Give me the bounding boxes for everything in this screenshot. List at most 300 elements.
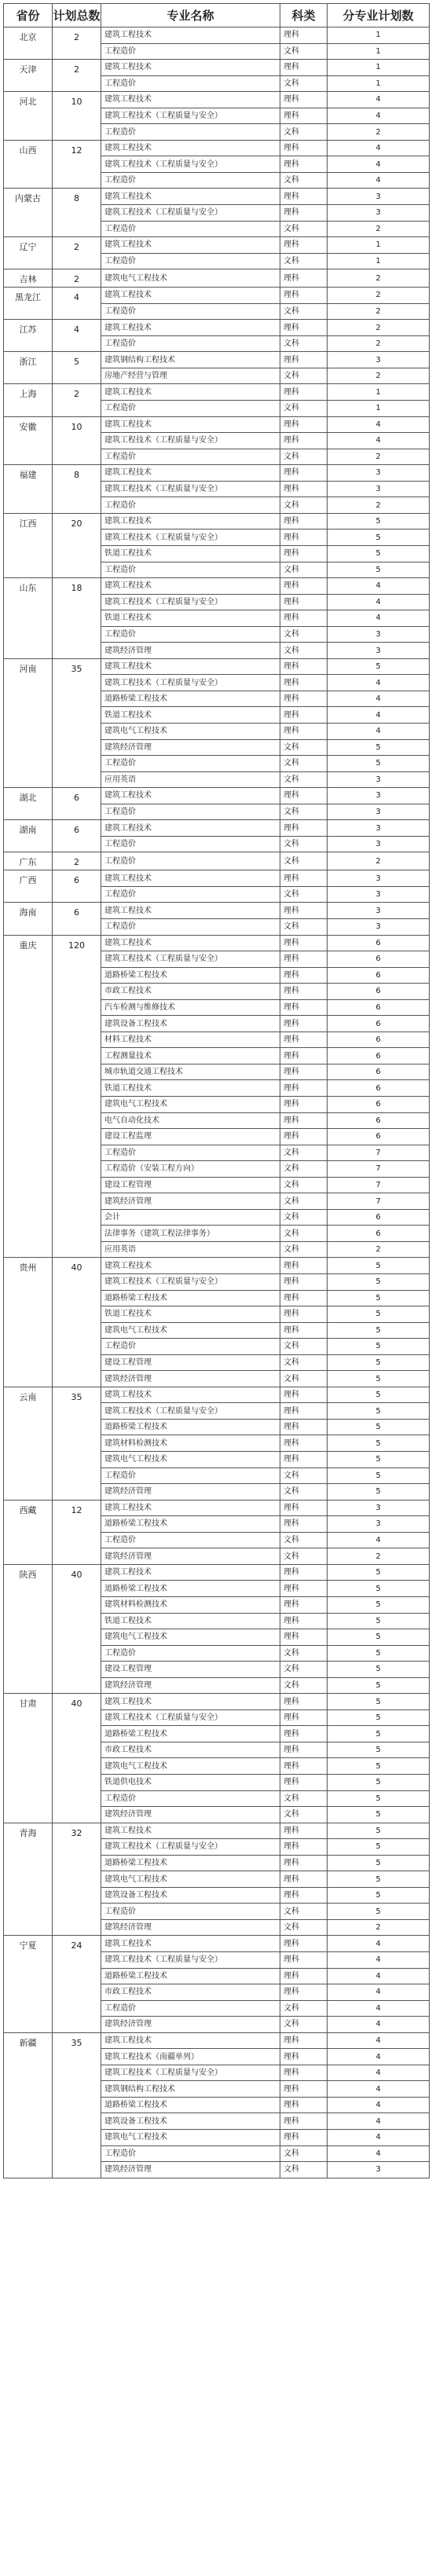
- major-name-cell: 建筑经济管理: [101, 1548, 280, 1565]
- major-plan-count-cell: 6: [328, 1064, 430, 1080]
- category-cell: 理科: [280, 1742, 328, 1758]
- major-plan-count-cell: 4: [328, 2065, 430, 2081]
- major-name-cell: 建筑经济管理: [101, 1807, 280, 1823]
- plan-total-cell: 35: [53, 2032, 101, 2178]
- plan-total-cell: 2: [53, 60, 101, 92]
- header-province: 省份: [4, 4, 53, 27]
- category-cell: 理科: [280, 2032, 328, 2049]
- major-name-cell: 建筑工程技术: [101, 870, 280, 887]
- category-cell: 理科: [280, 1596, 328, 1613]
- major-plan-count-cell: 5: [328, 1484, 430, 1501]
- major-name-cell: 法律事务（建筑工程法律事务）: [101, 1226, 280, 1242]
- province-cell: 海南: [4, 903, 53, 935]
- major-plan-count-cell: 2: [328, 1241, 430, 1258]
- major-name-cell: 建筑工程技术: [101, 92, 280, 108]
- major-name-cell: 工程造价: [101, 1468, 280, 1484]
- major-plan-count-cell: 7: [328, 1177, 430, 1193]
- table-row: [4, 1823, 430, 1839]
- plan-total-cell: 6: [53, 820, 101, 852]
- major-plan-count-cell: 5: [328, 1564, 430, 1581]
- category-cell: 文科: [280, 2162, 328, 2178]
- category-cell: 文科: [280, 1241, 328, 1258]
- category-cell: 文科: [280, 1468, 328, 1484]
- category-cell: 理科: [280, 951, 328, 968]
- table-row: [4, 1258, 430, 1274]
- major-plan-count-cell: 2: [328, 368, 430, 384]
- major-name-cell: 电气自动化技术: [101, 1112, 280, 1129]
- major-plan-count-cell: 2: [328, 221, 430, 237]
- category-cell: 文科: [280, 75, 328, 92]
- major-plan-count-cell: 1: [328, 401, 430, 417]
- table-row: [4, 578, 430, 595]
- major-name-cell: 建筑工程技术: [101, 288, 280, 304]
- category-cell: 理科: [280, 1452, 328, 1468]
- major-plan-count-cell: 3: [328, 1500, 430, 1516]
- major-name-cell: 城市轨道交通工程技术: [101, 1064, 280, 1080]
- major-name-cell: 建筑工程技术: [101, 578, 280, 595]
- major-name-cell: 应用英语: [101, 771, 280, 788]
- major-plan-count-cell: 4: [328, 610, 430, 627]
- major-plan-count-cell: 3: [328, 352, 430, 368]
- category-cell: 理科: [280, 60, 328, 76]
- table-row: [4, 189, 430, 205]
- category-cell: 理科: [280, 1839, 328, 1856]
- table-row: [4, 416, 430, 433]
- major-name-cell: 建筑工程技术（工程质量与安全）: [101, 433, 280, 449]
- table-row: [4, 870, 430, 887]
- plan-total-cell: 40: [53, 1258, 101, 1387]
- major-name-cell: 工程造价: [101, 221, 280, 237]
- major-plan-count-cell: 1: [328, 60, 430, 76]
- province-cell: 甘肃: [4, 1694, 53, 1823]
- major-plan-count-cell: 7: [328, 1145, 430, 1161]
- category-cell: 理科: [280, 352, 328, 368]
- province-cell: 辽宁: [4, 237, 53, 269]
- major-plan-count-cell: 5: [328, 545, 430, 562]
- major-name-cell: 建设工程管理: [101, 1354, 280, 1371]
- major-name-cell: 建筑经济管理: [101, 1919, 280, 1936]
- major-name-cell: 建筑经济管理: [101, 1371, 280, 1387]
- major-plan-count-cell: 5: [328, 1887, 430, 1904]
- major-name-cell: 建筑工程技术: [101, 935, 280, 951]
- category-cell: 文科: [280, 1177, 328, 1193]
- major-name-cell: 建筑工程技术（工程质量与安全）: [101, 1839, 280, 1856]
- plan-total-cell: 6: [53, 903, 101, 935]
- category-cell: 文科: [280, 1354, 328, 1371]
- category-cell: 文科: [280, 756, 328, 772]
- major-plan-count-cell: 5: [328, 1790, 430, 1807]
- category-cell: 理科: [280, 578, 328, 595]
- province-cell: 西藏: [4, 1500, 53, 1564]
- category-cell: 理科: [280, 1435, 328, 1452]
- major-name-cell: 材料工程技术: [101, 1031, 280, 1048]
- major-plan-count-cell: 5: [328, 1742, 430, 1758]
- major-plan-count-cell: 4: [328, 2032, 430, 2049]
- major-plan-count-cell: 5: [328, 1387, 430, 1403]
- major-plan-count-cell: 5: [328, 1677, 430, 1694]
- category-cell: 理科: [280, 288, 328, 304]
- category-cell: 文科: [280, 1484, 328, 1501]
- table-row: [4, 935, 430, 951]
- table-row: [4, 320, 430, 336]
- category-cell: 理科: [280, 1581, 328, 1597]
- major-plan-count-cell: 2: [328, 303, 430, 320]
- major-name-cell: 建设工程管理: [101, 1662, 280, 1678]
- table-body: [4, 27, 430, 2178]
- major-plan-count-cell: 5: [328, 529, 430, 546]
- major-plan-count-cell: 1: [328, 27, 430, 44]
- category-cell: 文科: [280, 449, 328, 465]
- major-plan-count-cell: 5: [328, 1258, 430, 1274]
- enrollment-plan-table: [3, 3, 430, 2178]
- category-cell: 文科: [280, 643, 328, 659]
- major-name-cell: 道路桥梁工程技术: [101, 1290, 280, 1306]
- major-plan-count-cell: 5: [328, 1596, 430, 1613]
- table-row: [4, 60, 430, 76]
- category-cell: 理科: [280, 1629, 328, 1646]
- category-cell: 理科: [280, 967, 328, 984]
- category-cell: 文科: [280, 1677, 328, 1694]
- header-major-name: 专业名称: [101, 4, 280, 27]
- plan-total-cell: 32: [53, 1823, 101, 1936]
- major-plan-count-cell: 4: [328, 1532, 430, 1548]
- major-plan-count-cell: 3: [328, 836, 430, 852]
- plan-total-cell: 4: [53, 288, 101, 320]
- major-name-cell: 建筑经济管理: [101, 1193, 280, 1210]
- category-cell: 文科: [280, 172, 328, 189]
- major-plan-count-cell: 6: [328, 1097, 430, 1113]
- major-name-cell: 工程造价: [101, 804, 280, 820]
- major-name-cell: 建筑工程技术（工程质量与安全）: [101, 1403, 280, 1420]
- province-cell: 北京: [4, 27, 53, 60]
- major-plan-count-cell: 4: [328, 2000, 430, 2017]
- major-plan-count-cell: 5: [328, 1774, 430, 1790]
- category-cell: 文科: [280, 1919, 328, 1936]
- major-name-cell: 工程造价（安装工程方向）: [101, 1161, 280, 1178]
- category-cell: 理科: [280, 1387, 328, 1403]
- major-plan-count-cell: 2: [328, 852, 430, 870]
- major-plan-count-cell: 5: [328, 1581, 430, 1597]
- category-cell: 理科: [280, 1564, 328, 1581]
- major-plan-count-cell: 5: [328, 1435, 430, 1452]
- major-plan-count-cell: 4: [328, 675, 430, 691]
- table-row: [4, 1500, 430, 1516]
- category-cell: 文科: [280, 1662, 328, 1678]
- major-name-cell: 建筑钢结构工程技术: [101, 2081, 280, 2098]
- category-cell: 理科: [280, 189, 328, 205]
- major-plan-count-cell: 4: [328, 1951, 430, 1968]
- category-cell: 理科: [280, 156, 328, 173]
- table-row: [4, 140, 430, 156]
- major-name-cell: 铁道工程技术: [101, 610, 280, 627]
- major-name-cell: 道路桥梁工程技术: [101, 1419, 280, 1435]
- major-plan-count-cell: 2: [328, 320, 430, 336]
- category-cell: 文科: [280, 401, 328, 417]
- table-row: [4, 1936, 430, 1952]
- major-plan-count-cell: 5: [328, 1403, 430, 1420]
- province-cell: 江苏: [4, 320, 53, 352]
- major-plan-count-cell: 5: [328, 1371, 430, 1387]
- province-cell: 陕西: [4, 1564, 53, 1693]
- major-name-cell: 建筑电气工程技术: [101, 1097, 280, 1113]
- category-cell: 理科: [280, 2113, 328, 2130]
- category-cell: 文科: [280, 1548, 328, 1565]
- category-cell: 理科: [280, 1322, 328, 1339]
- header-category: 科类: [280, 4, 328, 27]
- major-name-cell: 建筑电气工程技术: [101, 1871, 280, 1888]
- major-plan-count-cell: 3: [328, 820, 430, 837]
- major-name-cell: 建筑工程技术（工程质量与安全）: [101, 1951, 280, 1968]
- major-plan-count-cell: 6: [328, 1112, 430, 1129]
- category-cell: 理科: [280, 1855, 328, 1871]
- major-plan-count-cell: 3: [328, 2162, 430, 2178]
- province-cell: 浙江: [4, 352, 53, 384]
- category-cell: 理科: [280, 92, 328, 108]
- category-cell: 文科: [280, 1790, 328, 1807]
- major-plan-count-cell: 5: [328, 1855, 430, 1871]
- major-plan-count-cell: 3: [328, 870, 430, 887]
- category-cell: 理科: [280, 1080, 328, 1097]
- category-cell: 理科: [280, 1774, 328, 1790]
- major-name-cell: 铁道工程技术: [101, 545, 280, 562]
- major-name-cell: 建筑工程技术: [101, 320, 280, 336]
- category-cell: 文科: [280, 1371, 328, 1387]
- province-cell: 青海: [4, 1823, 53, 1936]
- category-cell: 理科: [280, 707, 328, 724]
- category-cell: 理科: [280, 2081, 328, 2098]
- category-cell: 文科: [280, 1339, 328, 1355]
- major-name-cell: 工程造价: [101, 2000, 280, 2017]
- major-plan-count-cell: 6: [328, 1209, 430, 1226]
- plan-total-cell: 12: [53, 140, 101, 189]
- major-name-cell: 工程造价: [101, 449, 280, 465]
- major-name-cell: 工程造价: [101, 1904, 280, 1920]
- major-plan-count-cell: 5: [328, 1290, 430, 1306]
- table-row: [4, 1387, 430, 1403]
- table-row: [4, 820, 430, 837]
- major-plan-count-cell: 4: [328, 92, 430, 108]
- major-name-cell: 道路桥梁工程技术: [101, 1581, 280, 1597]
- plan-total-cell: 5: [53, 352, 101, 384]
- major-name-cell: 建筑工程技术: [101, 27, 280, 44]
- major-plan-count-cell: 5: [328, 1758, 430, 1775]
- plan-total-cell: 10: [53, 92, 101, 141]
- major-name-cell: 建筑工程技术（工程质量与安全）: [101, 1274, 280, 1291]
- category-cell: 文科: [280, 124, 328, 141]
- major-name-cell: 工程造价: [101, 497, 280, 514]
- major-plan-count-cell: 4: [328, 108, 430, 124]
- table-row: [4, 1694, 430, 1710]
- major-plan-count-cell: 2: [328, 1548, 430, 1565]
- plan-total-cell: 120: [53, 935, 101, 1258]
- category-cell: 文科: [280, 2145, 328, 2162]
- category-cell: 理科: [280, 870, 328, 887]
- category-cell: 理科: [280, 723, 328, 739]
- major-name-cell: 建筑工程技术（工程质量与安全）: [101, 205, 280, 222]
- major-name-cell: 工程造价: [101, 1145, 280, 1161]
- category-cell: 理科: [280, 1984, 328, 2001]
- major-plan-count-cell: 6: [328, 1080, 430, 1097]
- plan-total-cell: 8: [53, 189, 101, 237]
- major-plan-count-cell: 3: [328, 626, 430, 643]
- category-cell: 理科: [280, 1951, 328, 1968]
- category-cell: 理科: [280, 1048, 328, 1064]
- category-cell: 文科: [280, 1904, 328, 1920]
- major-plan-count-cell: 4: [328, 1984, 430, 2001]
- major-plan-count-cell: 4: [328, 2145, 430, 2162]
- major-name-cell: 建筑工程技术: [101, 513, 280, 529]
- province-cell: 湖北: [4, 788, 53, 820]
- category-cell: 文科: [280, 1193, 328, 1210]
- major-name-cell: 工程造价: [101, 43, 280, 60]
- major-plan-count-cell: 5: [328, 1871, 430, 1888]
- table-row: [4, 237, 430, 254]
- category-cell: 文科: [280, 497, 328, 514]
- major-name-cell: 建筑经济管理: [101, 1484, 280, 1501]
- major-plan-count-cell: 5: [328, 1339, 430, 1355]
- major-name-cell: 道路桥梁工程技术: [101, 1855, 280, 1871]
- major-name-cell: 建筑工程技术（工程质量与安全）: [101, 481, 280, 497]
- table-row: [4, 513, 430, 529]
- province-cell: 河南: [4, 658, 53, 787]
- category-cell: 理科: [280, 691, 328, 707]
- major-name-cell: 建筑工程技术: [101, 1387, 280, 1403]
- major-plan-count-cell: 2: [328, 288, 430, 304]
- major-plan-count-cell: 3: [328, 771, 430, 788]
- major-plan-count-cell: 4: [328, 416, 430, 433]
- category-cell: 文科: [280, 852, 328, 870]
- major-plan-count-cell: 2: [328, 335, 430, 352]
- major-name-cell: 建筑工程技术: [101, 465, 280, 482]
- plan-total-cell: 40: [53, 1694, 101, 1823]
- province-cell: 湖南: [4, 820, 53, 852]
- plan-total-cell: 8: [53, 465, 101, 514]
- major-plan-count-cell: 4: [328, 140, 430, 156]
- category-cell: 理科: [280, 1936, 328, 1952]
- category-cell: 理科: [280, 465, 328, 482]
- category-cell: 文科: [280, 303, 328, 320]
- major-plan-count-cell: 5: [328, 1306, 430, 1323]
- major-name-cell: 工程造价: [101, 1339, 280, 1355]
- major-name-cell: 建筑设备工程技术: [101, 1887, 280, 1904]
- category-cell: 文科: [280, 1209, 328, 1226]
- major-plan-count-cell: 5: [328, 1839, 430, 1856]
- major-name-cell: 道路桥梁工程技术: [101, 1516, 280, 1533]
- category-cell: 理科: [280, 1016, 328, 1032]
- major-plan-count-cell: 4: [328, 1968, 430, 1984]
- category-cell: 理科: [280, 481, 328, 497]
- major-plan-count-cell: 4: [328, 156, 430, 173]
- category-cell: 理科: [280, 1726, 328, 1742]
- major-plan-count-cell: 5: [328, 1823, 430, 1839]
- category-cell: 理科: [280, 935, 328, 951]
- major-name-cell: 建筑工程技术（工程质量与安全）: [101, 951, 280, 968]
- major-name-cell: 建筑工程技术: [101, 384, 280, 401]
- major-name-cell: 建筑电气工程技术: [101, 1322, 280, 1339]
- major-plan-count-cell: 3: [328, 189, 430, 205]
- major-plan-count-cell: 3: [328, 886, 430, 903]
- major-plan-count-cell: 5: [328, 1662, 430, 1678]
- major-plan-count-cell: 5: [328, 1322, 430, 1339]
- province-cell: 广西: [4, 870, 53, 903]
- major-plan-count-cell: 5: [328, 1274, 430, 1291]
- major-name-cell: 建筑材料检测技术: [101, 1596, 280, 1613]
- major-name-cell: 建筑工程技术: [101, 416, 280, 433]
- major-plan-count-cell: 4: [328, 2081, 430, 2098]
- category-cell: 理科: [280, 1274, 328, 1291]
- category-cell: 理科: [280, 1419, 328, 1435]
- major-name-cell: 建筑经济管理: [101, 739, 280, 756]
- major-name-cell: 房地产经营与管理: [101, 368, 280, 384]
- plan-total-cell: 6: [53, 870, 101, 903]
- major-name-cell: 建筑经济管理: [101, 2017, 280, 2033]
- province-cell: 宁夏: [4, 1936, 53, 2032]
- category-cell: 理科: [280, 1871, 328, 1888]
- major-name-cell: 建筑设备工程技术: [101, 1016, 280, 1032]
- major-plan-count-cell: 1: [328, 253, 430, 269]
- category-cell: 理科: [280, 529, 328, 546]
- category-cell: 理科: [280, 610, 328, 627]
- plan-total-cell: 4: [53, 320, 101, 352]
- major-plan-count-cell: 5: [328, 1452, 430, 1468]
- category-cell: 理科: [280, 1112, 328, 1129]
- category-cell: 文科: [280, 836, 328, 852]
- major-plan-count-cell: 3: [328, 643, 430, 659]
- major-plan-count-cell: 5: [328, 1726, 430, 1742]
- category-cell: 理科: [280, 108, 328, 124]
- category-cell: 理科: [280, 27, 328, 44]
- major-plan-count-cell: 3: [328, 918, 430, 935]
- major-plan-count-cell: 5: [328, 1354, 430, 1371]
- major-name-cell: 建筑工程技术: [101, 1823, 280, 1839]
- major-name-cell: 建筑工程技术: [101, 1564, 280, 1581]
- plan-total-cell: 6: [53, 788, 101, 820]
- major-plan-count-cell: 2: [328, 449, 430, 465]
- major-name-cell: 市政工程技术: [101, 1984, 280, 2001]
- category-cell: 理科: [280, 820, 328, 837]
- category-cell: 文科: [280, 1807, 328, 1823]
- major-name-cell: 工程造价: [101, 626, 280, 643]
- major-plan-count-cell: 3: [328, 465, 430, 482]
- major-plan-count-cell: 5: [328, 1645, 430, 1662]
- major-plan-count-cell: 3: [328, 804, 430, 820]
- major-name-cell: 建筑工程技术: [101, 820, 280, 837]
- plan-total-cell: 35: [53, 658, 101, 787]
- province-cell: 山东: [4, 578, 53, 659]
- major-name-cell: 建筑设备工程技术: [101, 2113, 280, 2130]
- major-plan-count-cell: 5: [328, 562, 430, 578]
- table-row: [4, 788, 430, 804]
- major-plan-count-cell: 5: [328, 756, 430, 772]
- major-plan-count-cell: 7: [328, 1161, 430, 1178]
- major-plan-count-cell: 5: [328, 513, 430, 529]
- major-plan-count-cell: 6: [328, 1031, 430, 1048]
- category-cell: 文科: [280, 771, 328, 788]
- category-cell: 文科: [280, 804, 328, 820]
- major-name-cell: 建筑工程技术（工程质量与安全）: [101, 1709, 280, 1726]
- major-name-cell: 市政工程技术: [101, 1742, 280, 1758]
- category-cell: 理科: [280, 269, 328, 288]
- category-cell: 理科: [280, 788, 328, 804]
- major-plan-count-cell: 6: [328, 1129, 430, 1145]
- plan-total-cell: 20: [53, 513, 101, 577]
- category-cell: 理科: [280, 416, 328, 433]
- province-cell: 内蒙古: [4, 189, 53, 237]
- major-name-cell: 建筑工程技术: [101, 237, 280, 254]
- major-name-cell: 工程造价: [101, 1532, 280, 1548]
- category-cell: 理科: [280, 999, 328, 1016]
- major-plan-count-cell: 6: [328, 1048, 430, 1064]
